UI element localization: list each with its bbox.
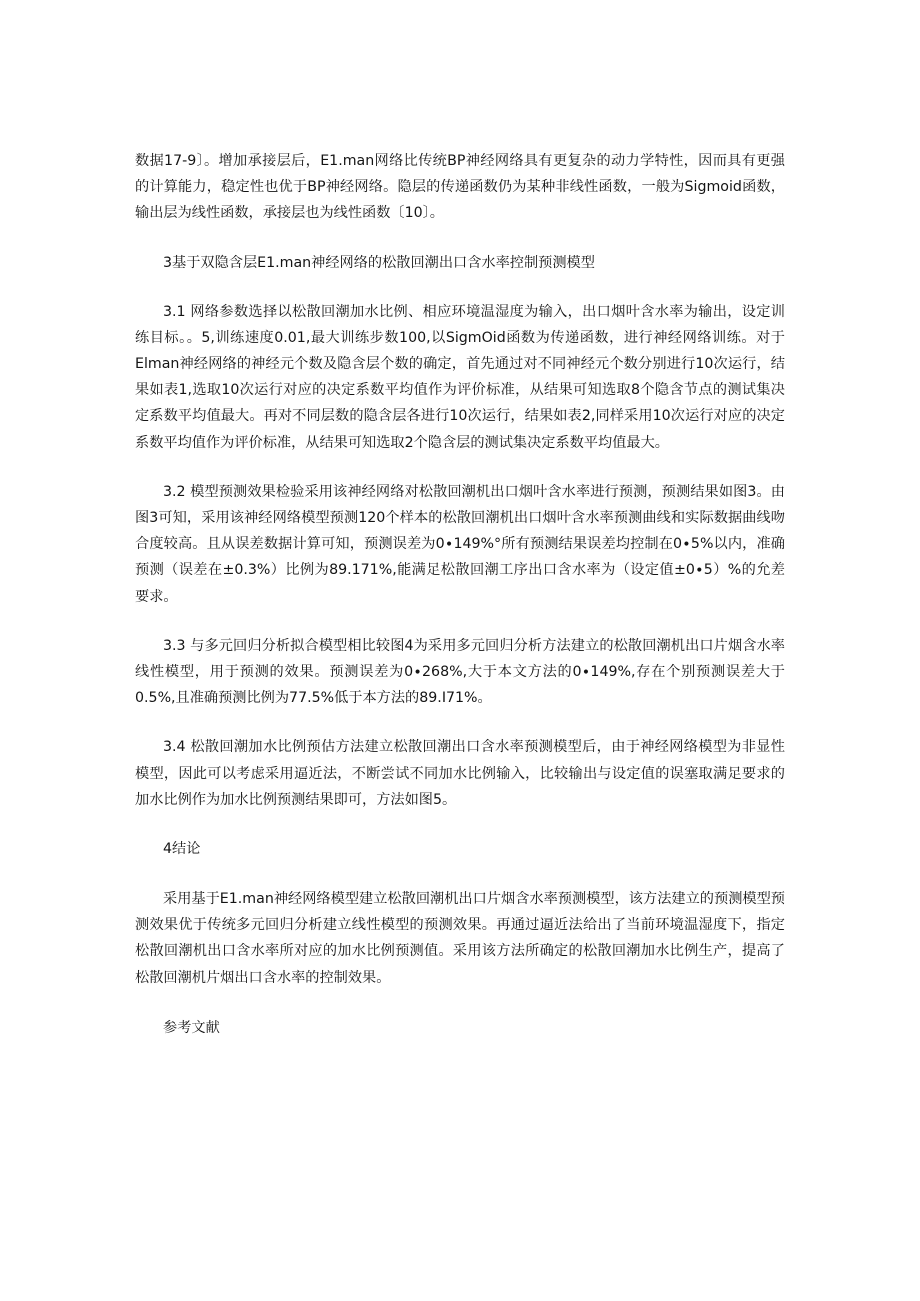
section-3-2-paragraph: 3.2 模型预测效果检验采用该神经网络对松散回潮机出口烟叶含水率进行预测，预测结果如图3。由图3可知，采用该神经网络模型预测120个样本的松散回潮机出口烟叶含水率预测曲线和实际数据曲线吻合度较高。且从误差数据计算可知，预测误差为0∙149%°所有预测结果误差均控制在0∙5%以内，准确预测（误差在±0.3%）比例为89.171%,能满足松散回潮工序出口含水率为（设定值±0∙5）%的允差要求。 (135, 483, 785, 605)
references-heading: 参考文献 (163, 1019, 220, 1036)
section-3-heading: 3基于双隐含层E1.man神经网络的松散回潮出口含水率控制预测模型 (163, 254, 595, 271)
section-3-4-paragraph: 3.4 松散回潮加水比例预估方法建立松散回潮出口含水率预测模型后，由于神经网络模型为非显性模型，因此可以考虑采用逼近法，不断尝试不同加水比例输入，比较输出与设定值的误塞取满足要求的加水比例作为加水比例预测结果即可，方法如图5。 (135, 739, 785, 808)
section-3-1-paragraph: 3.1 网络参数选择以松散回潮加水比例、相应环境温湿度为输入，出口烟叶含水率为输出，设定训练目标。。5,训练速度0.01,最大训练步数100,以SigmOid函数为传递函数，进行神经网络训练。对于Elman神经网络的神经元个数及隐含层个数的确定，首先通过对不同神经元个数分别进行10次运行，结果如表1,选取10次运行对应的决定系数平均值作为评价标准，从结果可知选取8个隐含节点的测试集决定系数平均值最大。再对不同层数的隐含层各进行10次运行，结果如表2,同样采用10次运行对应的决定系数平均值作为评价标准，从结果可知选取2个隐含层的测试集决定系数平均值最大。 (135, 303, 785, 451)
document-page (135, 148, 785, 1041)
section-3-3-paragraph: 3.3 与多元回归分析拟合模型相比较图4为采用多元回归分析方法建立的松散回潮机出口片烟含水率线性模型，用于预测的效果。预测误差为0∙268%,大于本文方法的0∙149%,存在个别预测误差大于0.5%,且准确预测比例为77.5%低于本方法的89.I71%。 (135, 637, 785, 707)
intro-paragraph: 数据17-9〕。增加承接层后，E1.man网络比传统BP神经网络具有更复杂的动力学特性，因而具有更强的计算能力，稳定性也优于BP神经网络。隐层的传递函数仍为某种非线性函数，一般为Sigmoid函数，输出层为线性函数，承接层也为线性函数〔10〕。 (135, 153, 785, 222)
conclusion-paragraph: 采用基于E1.man神经网络模型建立松散回潮机出口片烟含水率预测模型，该方法建立的预测模型预测效果优于传统多元回归分析建立线性模型的预测效果。再通过逼近法给出了当前环境温湿度下，指定松散回潮机出口含水率所对应的加水比例预测值。采用该方法所确定的松散回潮加水比例生产，提高了松散回潮机片烟出口含水率的控制效果。 (135, 891, 785, 986)
section-4-heading: 4结论 (163, 841, 201, 858)
